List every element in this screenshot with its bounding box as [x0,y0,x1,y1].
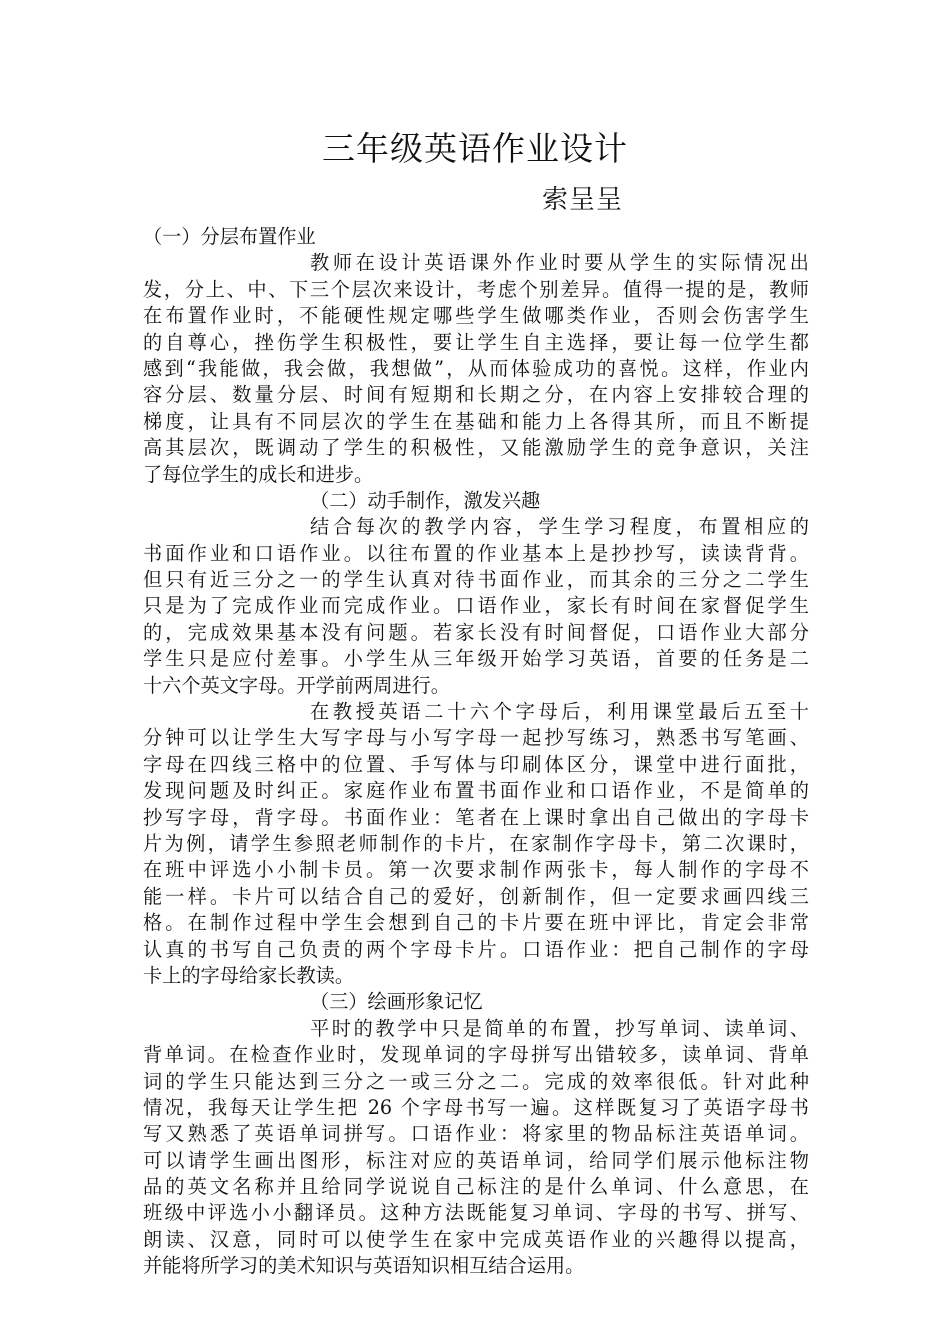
text-line: 朗读、汉意，同时可以使学生在家中完成英语作业的兴趣得以提高， [143,1227,809,1251]
text-line: 在教授英语二十六个字母后，利用课堂最后五至十 [310,700,809,724]
text-line: 发现问题及时纠正。家庭作业布置书面作业和口语作业，不是简单的 [143,779,809,803]
text-line: 品的英文名称并且给同学说说自己标注的是什么单词、什么意思，在 [143,1175,809,1199]
text-line: 结合每次的教学内容，学生学习程度，布置相应的 [310,515,809,539]
text-line: 发，分上、中、下三个层次来设计，考虑个别差异。值得一提的是，教师 [143,277,809,301]
section-heading-3: （三）绘画形象记忆 [310,990,483,1014]
text-line: 学生只是应付差事。小学生从三年级开始学习英语，首要的任务是二 [143,647,809,671]
text-line: 可以请学生画出图形，标注对应的英语单词，给同学们展示他标注物 [143,1148,809,1172]
text-line: 片为例，请学生参照老师制作的卡片，在家制作字母卡，第二次课时， [143,831,809,855]
text-line: 平时的教学中只是简单的布置，抄写单词、读单词、 [310,1016,809,1040]
section-heading-2: （二）动手制作，激发兴趣 [310,488,541,512]
text-line: 情况，我每天让学生把 26 个字母书写一遍。这样既复习了英语字母书 [143,1095,809,1119]
author-name: 索呈呈 [542,185,624,215]
text-line: 书面作业和口语作业。以往布置的作业基本上是抄抄写，读读背背。 [143,541,809,565]
document-body [143,224,809,1280]
text-line: 写又熟悉了英语单词拼写。口语作业：将家里的物品标注英语单词。 [143,1122,809,1146]
text-line: 高其层次，既调动了学生的积极性，又能激励学生的竞争意识，关注 [143,436,809,460]
text-line: 梯度，让具有不同层次的学生在基础和能力上各得其所，而且不断提 [143,409,809,433]
text-line: 但只有近三分之一的学生认真对待书面作业，而其余的三分之二学生 [143,568,809,592]
text-line: 背单词。在检查作业时，发现单词的字母拼写出错较多，读单词、背单 [143,1043,809,1067]
text-line: 只是为了完成作业而完成作业。口语作业，家长有时间在家督促学生 [143,594,809,618]
text-line: 词的学生只能达到三分之一或三分之二。完成的效率很低。针对此种 [143,1069,809,1093]
text-line: 教师在设计英语课外作业时要从学生的实际情况出 [310,251,809,275]
text-line: 容分层、数量分层、时间有短期和长期之分，在内容上安排较合理的 [143,383,809,407]
text-line: 的，完成效果基本没有问题。若家长没有时间督促，口语作业大部分 [143,620,809,644]
text-line: 格。在制作过程中学生会想到自己的卡片要在班中评比，肯定会非常 [143,911,809,935]
document-title: 三年级英语作业设计 [322,129,628,168]
text-line: 在布置作业时，不能硬性规定哪些学生做哪类作业，否则会伤害学生 [143,304,809,328]
text-line: 字母在四线三格中的位置、手写体与印刷体区分，课堂中进行面批， [143,752,809,776]
section-heading-1: （一）分层布置作业 [143,225,316,248]
text-line: 抄写字母，背字母。书面作业：笔者在上课时拿出自己做出的字母卡 [143,805,809,829]
text-line: 十六个英文字母。开学前两周进行。 [143,673,450,697]
text-line: 认真的书写自己负责的两个字母卡片。口语作业：把自己制作的字母 [143,937,809,961]
text-line: 并能将所学习的美术知识与英语知识相互结合运用。 [143,1254,585,1278]
text-line: 的自尊心，挫伤学生积极性，要让学生自主选择，要让每一位学生都 [143,330,809,354]
text-line: 卡上的字母给家长教读。 [143,963,355,987]
text-line: 在班中评选小小制卡员。第一次要求制作两张卡，每人制作的字母不 [143,858,809,882]
text-line: 了每位学生的成长和进步。 [143,462,374,486]
text-line: 感到“我能做，我会做，我想做”，从而体验成功的喜悦。这样，作业内 [143,356,809,380]
text-line: 能一样。卡片可以结合自己的爱好，创新制作，但一定要求画四线三 [143,884,809,908]
text-line: 班级中评选小小翻译员。这种方法既能复习单词、字母的书写、拼写、 [143,1201,809,1225]
text-line: 分钟可以让学生大写字母与小写字母一起抄写练习，熟悉书写笔画、 [143,726,809,750]
